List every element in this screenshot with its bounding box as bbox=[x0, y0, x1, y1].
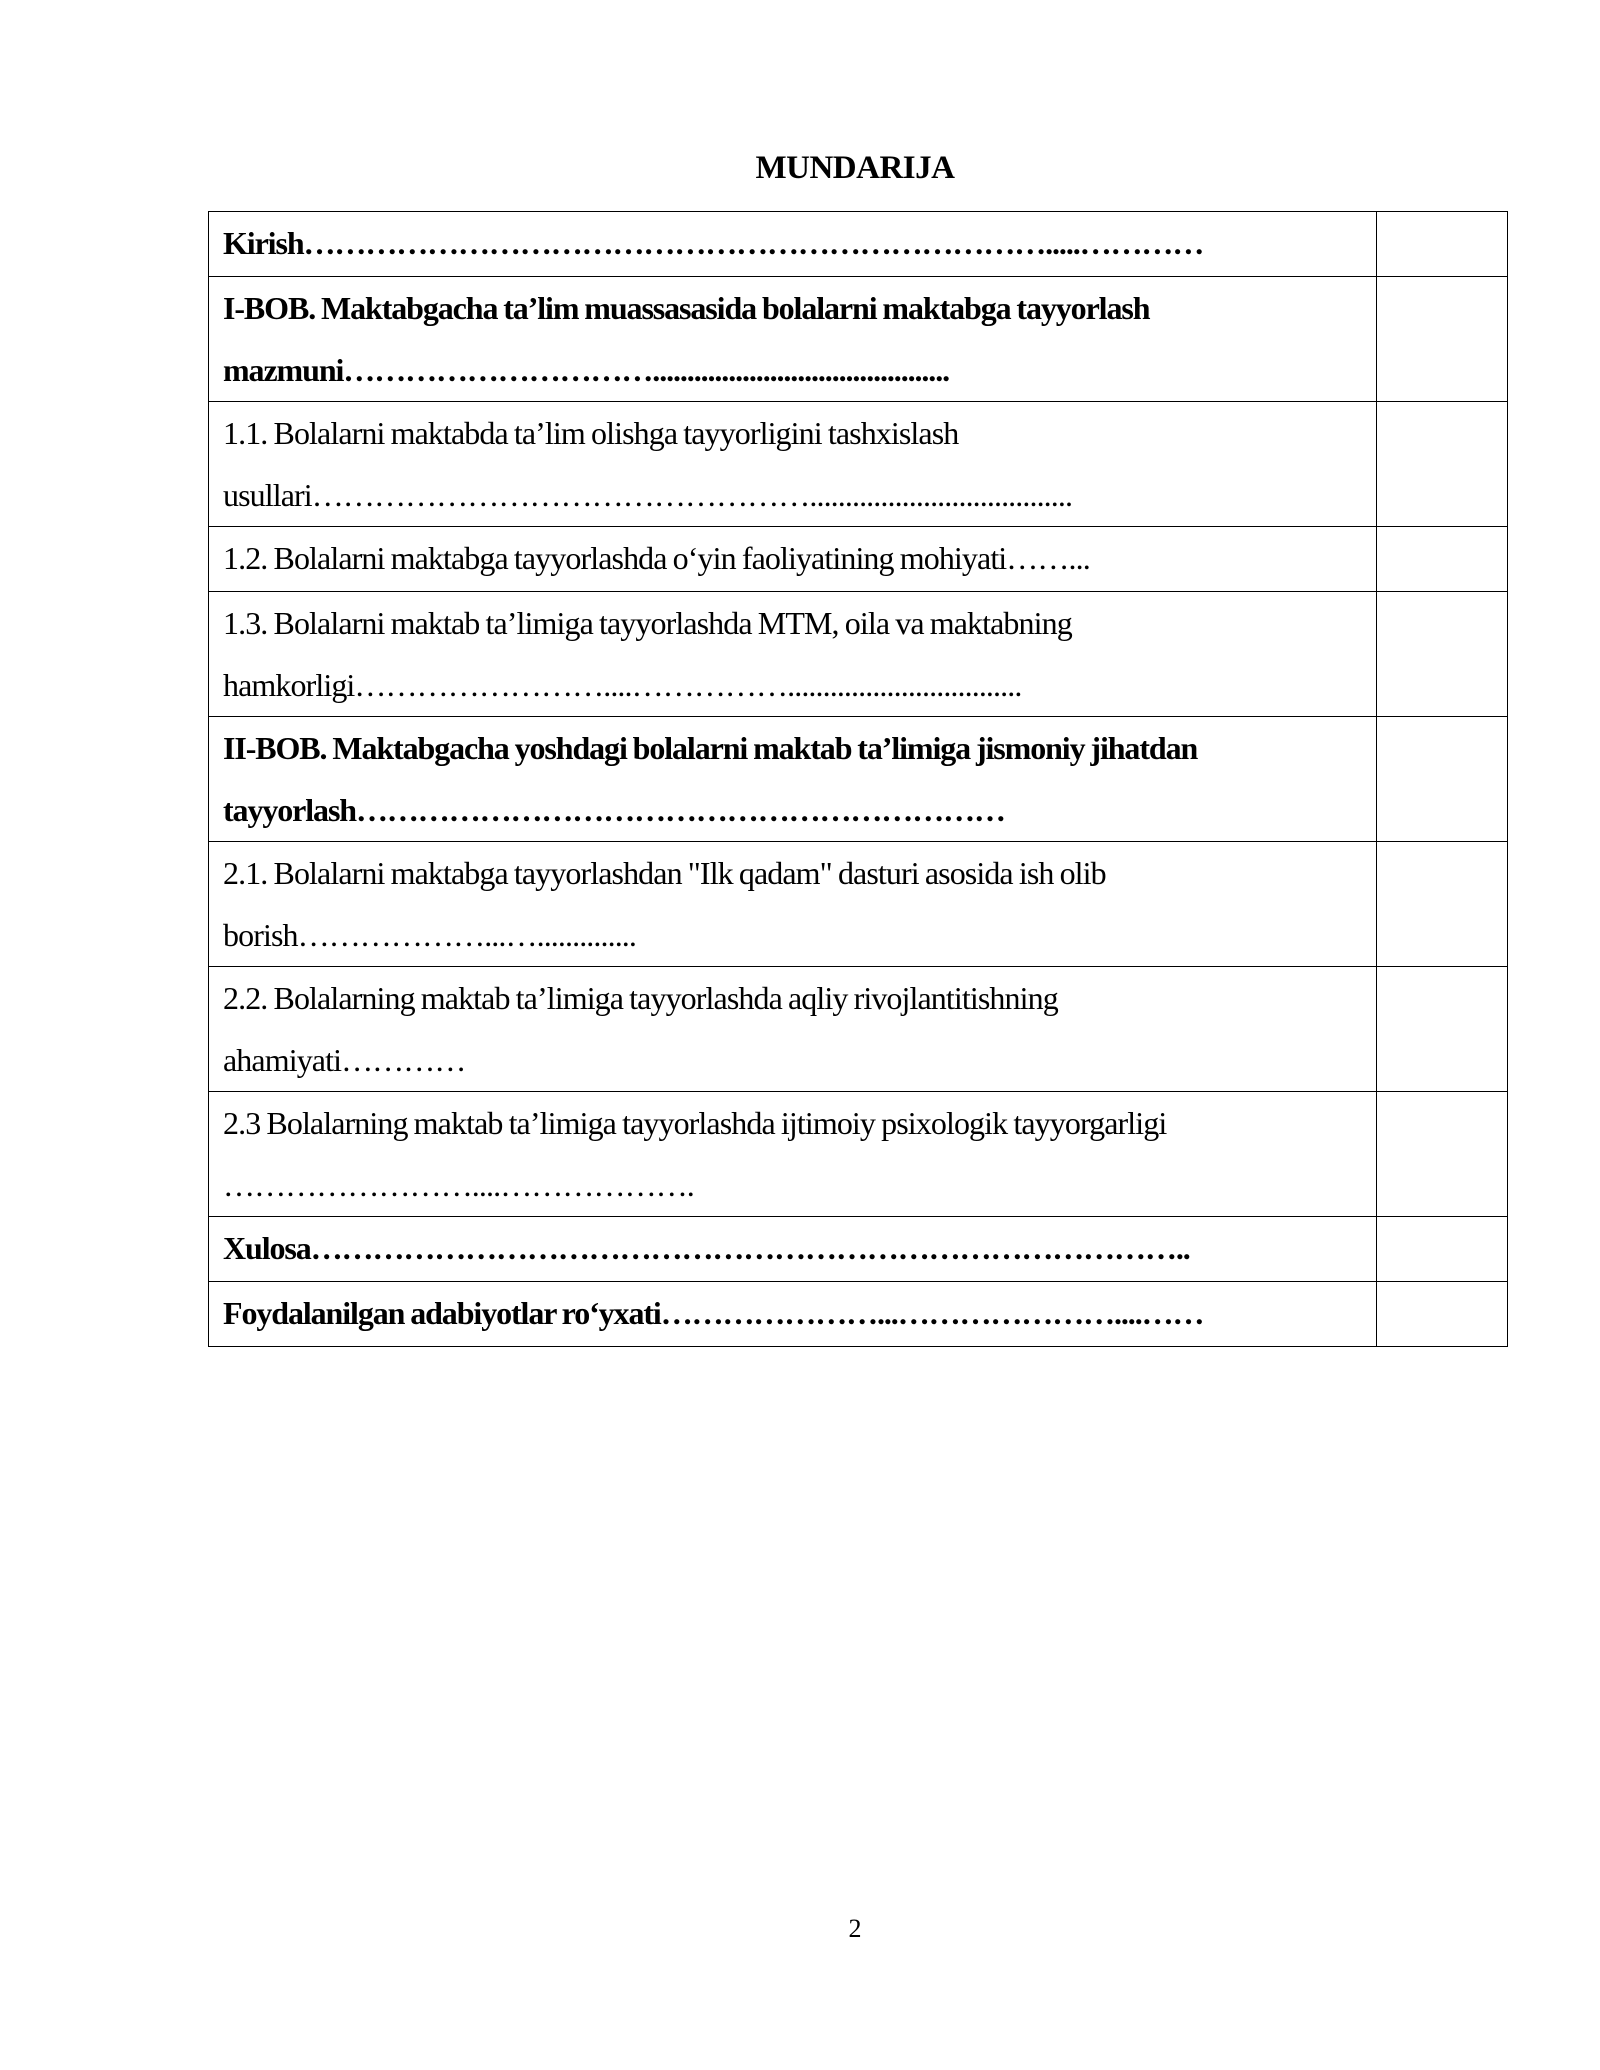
toc-entry bbox=[209, 1092, 1377, 1217]
toc-page-cell bbox=[1377, 1282, 1508, 1347]
toc-row-section-2-3 bbox=[209, 1092, 1508, 1217]
table-of-contents bbox=[208, 211, 1508, 1347]
toc-entry-line: Foydalanilgan adabiyotlar ro‘yxati…………………...…………………....…… bbox=[223, 1295, 1204, 1331]
toc-row-chapter-2 bbox=[209, 717, 1508, 842]
toc-entry-line: 2.2. Bolalarning maktab ta’limiga tayyorlashda aqliy rivojlantitishning bbox=[223, 980, 1058, 1016]
page-number: 2 bbox=[848, 1914, 862, 1943]
toc-page-cell bbox=[1377, 527, 1508, 592]
toc-entry bbox=[209, 717, 1377, 842]
toc-row-references bbox=[209, 1282, 1508, 1347]
toc-row-introduction bbox=[209, 212, 1508, 277]
toc-entry-line: 2.1. Bolalarni maktabga tayyorlashdan "Ilk qadam" dasturi asosida ish olib bbox=[223, 855, 1106, 891]
toc-entry bbox=[209, 967, 1377, 1092]
toc-row-section-1-3 bbox=[209, 592, 1508, 717]
toc-entry bbox=[209, 402, 1377, 527]
toc-entry bbox=[209, 527, 1377, 592]
toc-entry bbox=[209, 277, 1377, 402]
toc-page-cell bbox=[1377, 592, 1508, 717]
toc-entry bbox=[209, 592, 1377, 717]
toc-entry bbox=[209, 1217, 1377, 1282]
document-title: MUNDARIJA bbox=[755, 150, 955, 186]
toc-row-chapter-1 bbox=[209, 277, 1508, 402]
toc-entry-line: 2.3 Bolalarning maktab ta’limiga tayyorlashda ijtimoiy psixologik tayyorgarligi bbox=[223, 1105, 1167, 1141]
toc-page-cell bbox=[1377, 1217, 1508, 1282]
toc-entry-line: 1.1. Bolalarni maktabda ta’lim olishga tayyorligini tashxislash bbox=[223, 415, 959, 451]
toc-row-section-2-2 bbox=[209, 967, 1508, 1092]
toc-entry bbox=[209, 212, 1377, 277]
toc-page-cell bbox=[1377, 842, 1508, 967]
toc-page-cell bbox=[1377, 717, 1508, 842]
toc-page-cell bbox=[1377, 1092, 1508, 1217]
toc-entry-line: ahamiyati………… bbox=[223, 1042, 466, 1078]
toc-row-section-1-2 bbox=[209, 527, 1508, 592]
toc-entry-line: tayyorlash……………………………………………………… bbox=[223, 792, 1005, 828]
toc-entry-line: borish………………...….............. bbox=[223, 917, 637, 953]
toc-entry-line: I-BOB. Maktabgacha ta’lim muassasasida bolalarni maktabga tayyorlash bbox=[223, 290, 1150, 326]
toc-entry-line: usullari…………………………………………..................................... bbox=[223, 477, 1073, 513]
toc-entry-line: 1.3. Bolalarni maktab ta’limiga tayyorlashda MTM, oila va maktabning bbox=[223, 605, 1072, 641]
toc-page-cell bbox=[1377, 212, 1508, 277]
toc-entry bbox=[209, 842, 1377, 967]
toc-entry bbox=[209, 1282, 1377, 1347]
toc-entry-line: hamkorligi……………………....……………................................. bbox=[223, 667, 1022, 703]
toc-entry-line: Kirish……………………………………………………………….....………… bbox=[223, 225, 1204, 261]
toc-entry-line: II-BOB. Maktabgacha yoshdagi bolalarni maktab ta’limiga jismoniy jihatdan bbox=[223, 730, 1198, 766]
toc-page-cell bbox=[1377, 277, 1508, 402]
toc-page-cell bbox=[1377, 402, 1508, 527]
toc-page-cell bbox=[1377, 967, 1508, 1092]
toc-entry-line: 1.2. Bolalarni maktabga tayyorlashda o‘yin faoliyatining mohiyati……... bbox=[223, 540, 1090, 576]
toc-row-section-2-1 bbox=[209, 842, 1508, 967]
toc-row-section-1-1 bbox=[209, 402, 1508, 527]
toc-entry-line: mazmuni…………………………........................................... bbox=[223, 352, 950, 388]
toc-row-conclusion bbox=[209, 1217, 1508, 1282]
toc-entry-line: Xulosa………………………………………………………………………….. bbox=[223, 1230, 1190, 1266]
toc-entry-line: ……………………....………………. bbox=[223, 1167, 694, 1203]
